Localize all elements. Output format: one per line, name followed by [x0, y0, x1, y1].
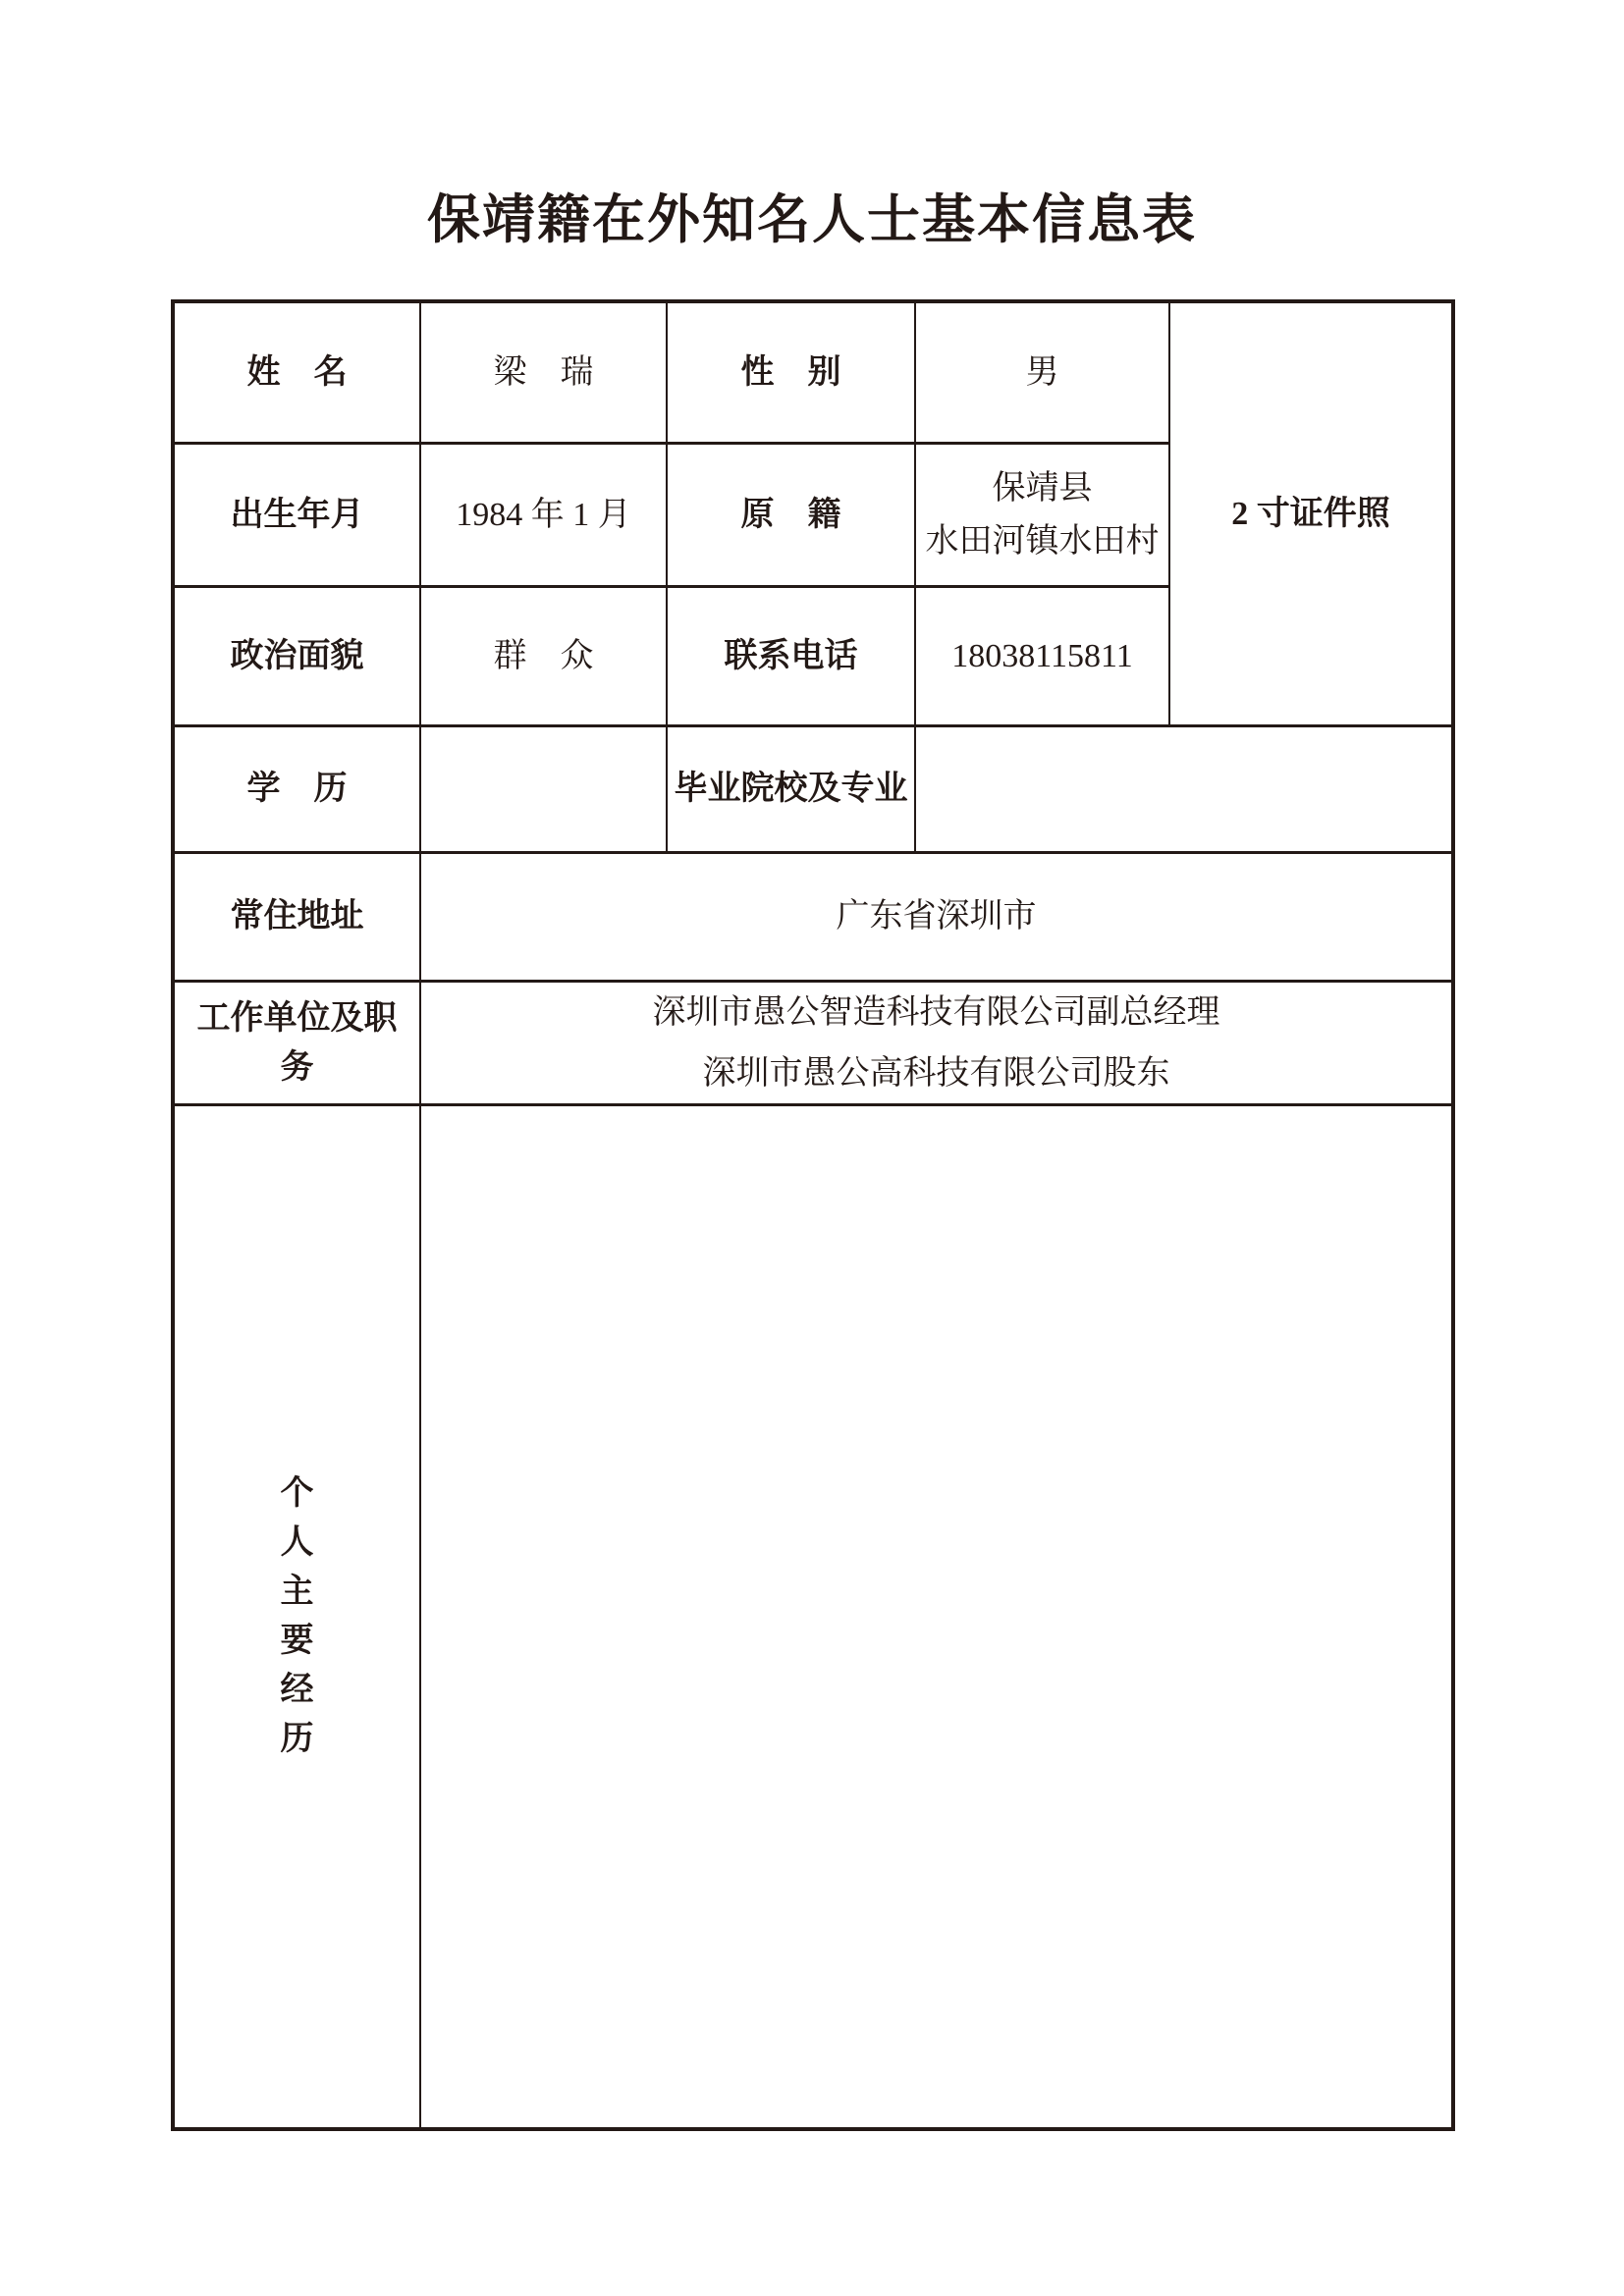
- birth-label: 出生年月: [230, 496, 364, 533]
- birth-value: 1984 年 1 月: [456, 496, 631, 533]
- political-label: 政治面貌: [230, 637, 364, 674]
- school-label-cell: [668, 727, 916, 854]
- origin-value-cell: [916, 445, 1170, 588]
- info-table: [171, 299, 1455, 2131]
- origin-value-line2: 水田河镇水田村: [925, 522, 1160, 560]
- birth-label-cell: [175, 445, 421, 588]
- address-label: 常住地址: [230, 898, 364, 935]
- work-label-cell: [175, 983, 421, 1106]
- work-value-cell: [421, 983, 1451, 1106]
- education-label: 学 历: [246, 771, 348, 808]
- photo-placeholder-label: 2 寸证件照: [1231, 495, 1390, 532]
- political-value: 群 众: [493, 637, 594, 674]
- phone-value-cell: [916, 588, 1170, 727]
- school-value-cell: [916, 727, 1451, 854]
- experience-label-cell: [175, 1106, 421, 2127]
- name-label: 姓 名: [246, 353, 348, 391]
- photo-placeholder-cell: [1170, 303, 1451, 727]
- experience-label-char-1: 个: [280, 1475, 314, 1512]
- gender-label: 性 别: [740, 353, 841, 391]
- experience-label-char-4: 要: [280, 1623, 314, 1659]
- experience-label-char-5: 经: [280, 1672, 314, 1708]
- name-value-cell: [421, 303, 668, 445]
- experience-label-char-6: 历: [280, 1721, 314, 1757]
- experience-label-char-2: 人: [280, 1524, 314, 1561]
- address-label-cell: [175, 854, 421, 983]
- school-label: 毕业院校及专业: [674, 771, 908, 808]
- name-label-cell: [175, 303, 421, 445]
- address-value: 广东省深圳市: [836, 898, 1037, 935]
- work-value-line2: 深圳市愚公高科技有限公司股东: [702, 1054, 1170, 1092]
- work-label: 工作单位及职务: [196, 1000, 398, 1086]
- education-label-cell: [175, 727, 421, 854]
- political-label-cell: [175, 588, 421, 727]
- gender-label-cell: [668, 303, 916, 445]
- origin-label-cell: [668, 445, 916, 588]
- origin-value-line1: 保靖县: [992, 469, 1093, 507]
- phone-label-cell: [668, 588, 916, 727]
- education-value-cell: [421, 727, 668, 854]
- experience-label-char-3: 主: [280, 1574, 314, 1610]
- origin-label: 原 籍: [740, 496, 841, 533]
- gender-value: 男: [1025, 353, 1059, 391]
- experience-value-cell: [421, 1106, 1451, 2127]
- name-value: 梁 瑞: [493, 353, 594, 391]
- phone-value: 18038115811: [951, 637, 1133, 674]
- political-value-cell: [421, 588, 668, 727]
- birth-value-cell: [421, 445, 668, 588]
- phone-label: 联系电话: [724, 637, 858, 674]
- work-value-line1: 深圳市愚公智造科技有限公司副总经理: [652, 993, 1220, 1031]
- gender-value-cell: [916, 303, 1170, 445]
- address-value-cell: [421, 854, 1451, 983]
- form-title: 保靖籍在外知名人士基本信息表: [427, 190, 1197, 249]
